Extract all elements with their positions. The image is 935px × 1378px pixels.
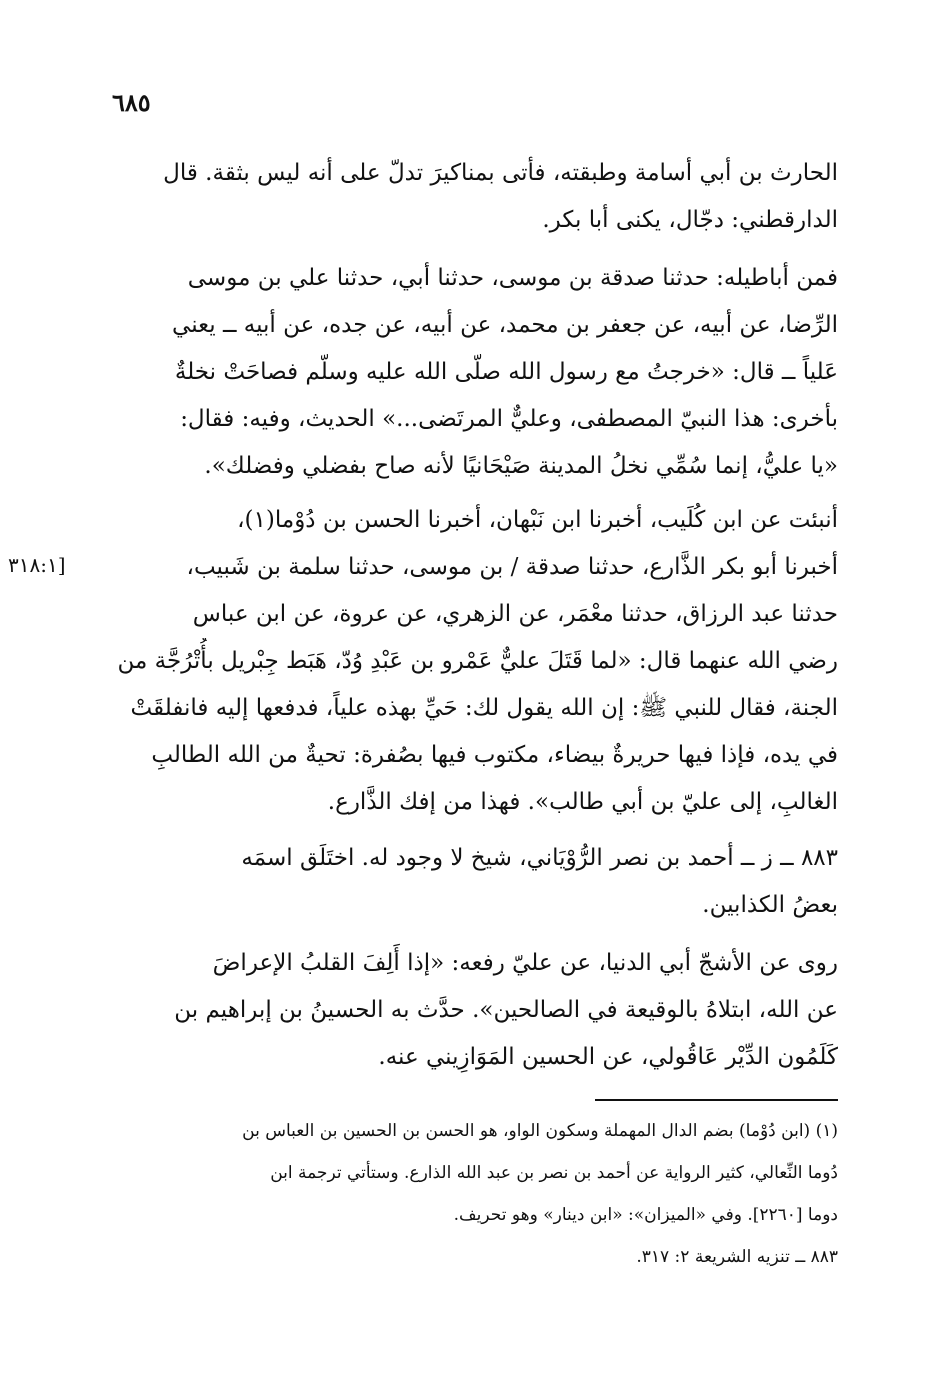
text-line: عن الله، ابتلاهُ بالوقيعة في الصالحين». حدَّث به الحسينُ بن إبراهيم بن [174, 997, 838, 1023]
footnote-line: دوما [٢٢٦٠]. وفي «الميزان»: «ابن دينار» وهو تحريف. [453, 1205, 838, 1225]
text-line: الدارقطني: دجّال، يكنى أبا بكر. [542, 207, 838, 233]
text-line: بعضُ الكذابين. [702, 892, 838, 918]
footnote-line: (١) (ابن دُوْما) بضم الدال المهملة وسكون الواو، هو الحسن بن الحسين بن العباس بن [242, 1121, 838, 1141]
margin-reference: [٣١٨:١ [8, 553, 66, 577]
text-line: الرِّضا، عن أبيه، عن جعفر بن محمد، عن أبيه، عن جده، عن أبيه ــ يعني [172, 312, 838, 338]
text-line: عَلياً ــ قال: «خرجتُ مع رسول الله صلّى الله عليه وسلّم فصاحَتْ نخلةٌ [174, 359, 838, 385]
text-line: أخبرنا أبو بكر الذَّارع، حدثنا صدقة / بن موسى، حدثنا سلمة بن شَبيب، [186, 554, 838, 580]
text-line: ٨٨٣ ــ ز ــ أحمد بن نصر الرُّوْيَاني، شيخ لا وجود له. اختَلَق اسمَه [241, 845, 838, 871]
paragraph-1 [108, 150, 838, 244]
text-line: الحارث بن أبي أسامة وطبقته، فأتى بمناكيرَ تدلّ على أنه ليس بثقة. قال [163, 160, 838, 186]
text-line: أنبئت عن ابن كُلَيب، أخبرنا ابن نَبْهان، أخبرنا الحسن بن دُوْما(١)، [237, 507, 838, 533]
footnotes [108, 1110, 838, 1278]
footnote-line: دُوما النِّعالي، كثير الرواية عن أحمد بن نصر بن عبد الله الذارع. وستأتي ترجمة ابن [270, 1163, 838, 1183]
text-line: حدثنا عبد الرزاق، حدثنا معْمَر، عن الزهري، عن عروة، عن ابن عباس [192, 601, 838, 627]
text-line: كَلَمُون الدِّيْر عَاقُولي، عن الحسين المَوَازِيني عنه. [378, 1044, 838, 1070]
page-number: ٦٨٥ [112, 88, 151, 117]
paragraph-5 [108, 940, 838, 1081]
entry-883 [108, 835, 838, 929]
paragraph-3 [108, 497, 838, 826]
footnote-divider [595, 1099, 838, 1101]
text-line: الغالبِ، إلى عليّ بن أبي طالب». فهذا من إفك الذَّارع. [327, 789, 838, 815]
text-line: بأخرى: هذا النبيّ المصطفى، وعليٌّ المرتَضى...» الحديث، وفيه: فقال: [180, 406, 838, 432]
footnote-line: ٨٨٣ ــ تنزيه الشريعة ٢: ٣١٧. [636, 1247, 838, 1267]
text-line: روى عن الأشجّ أبي الدنيا، عن عليّ رفعه: «إذا أَلِفَ القلبُ الإعراضَ [212, 950, 838, 976]
text-line: في يده، فإذا فيها حريرةٌ بيضاء، مكتوب فيها بصُفرة: تحيةٌ من الله الطالبِ [151, 742, 838, 768]
text-line: الجنة، فقال للنبي ﷺ: إن الله يقول لك: حَيِّ بهذه علياً، فدفعها إليه فانفلقَتْ [130, 695, 838, 721]
text-line: رضي الله عنهما قال: «لما قَتَلَ عليٌّ عَمْرو بن عَبْدِ وُدّ، هَبَط جِبْريل بأُتْرُجَّة من [117, 648, 838, 674]
text-line: فمن أباطيله: حدثنا صدقة بن موسى، حدثنا أبي، حدثنا علي بن موسى [187, 265, 838, 291]
paragraph-2 [108, 255, 838, 490]
text-line: «يا عليُّ، إنما سُمِّي نخلُ المدينة صَيْحَانيًا لأنه صاح بفضلي وفضلك». [204, 453, 838, 479]
